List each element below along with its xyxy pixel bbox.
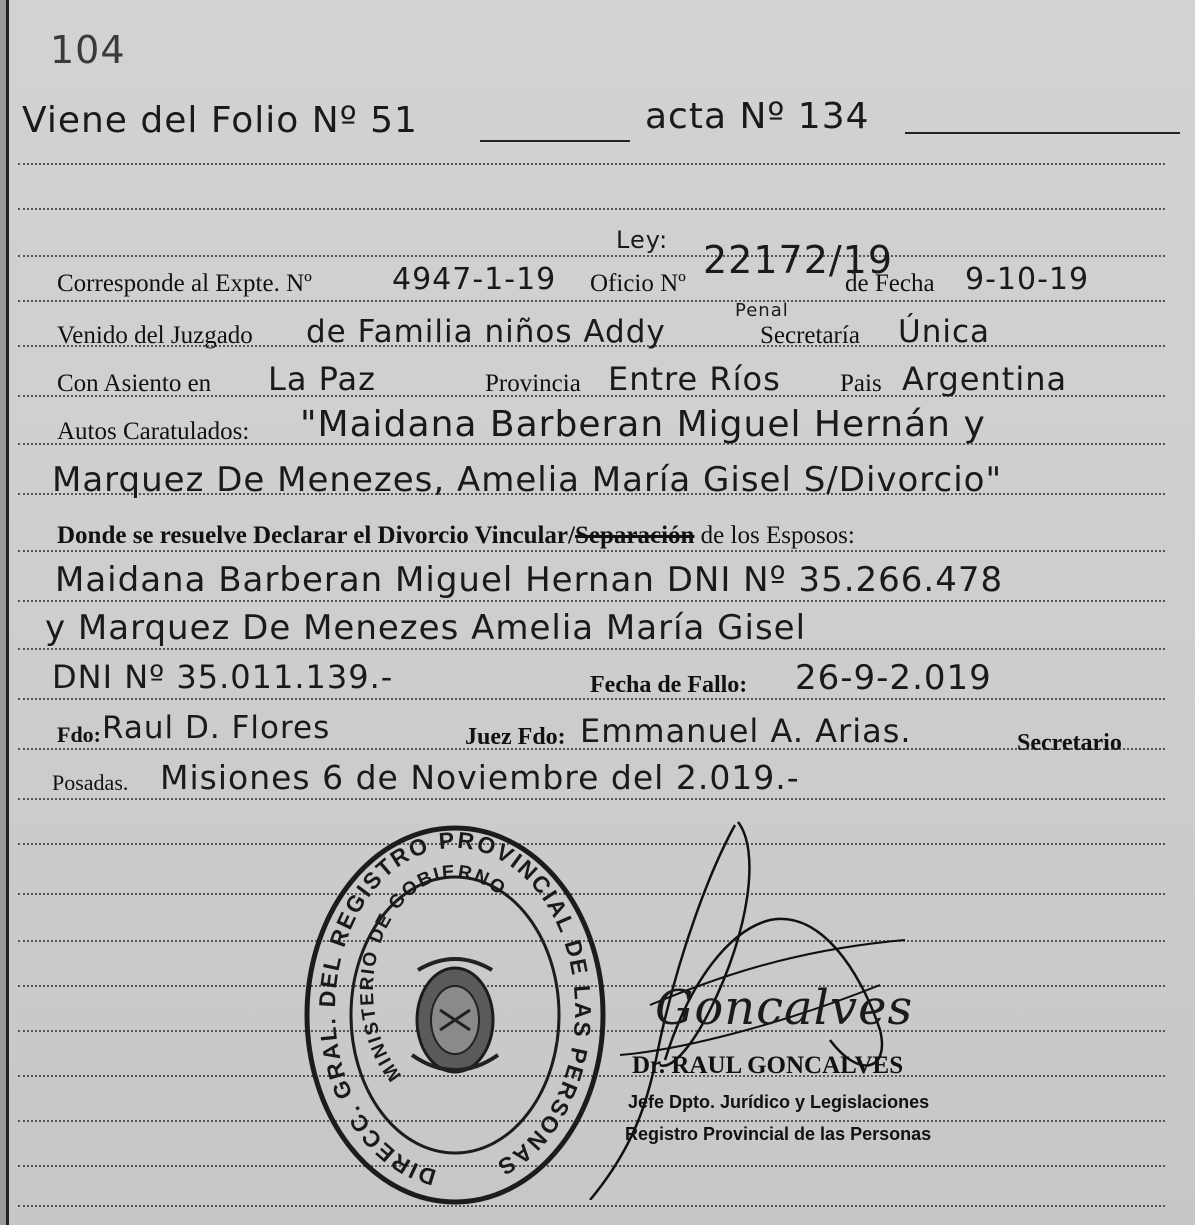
ruled-dotted-line bbox=[18, 550, 1165, 552]
juez-value: Emmanuel A. Arias. bbox=[580, 712, 912, 750]
esposos-line-2: y Marquez De Menezes Amelia María Gisel bbox=[45, 608, 807, 648]
fecha-fallo-label: Fecha de Fallo: bbox=[590, 672, 748, 698]
autos-line-1: "Maidana Barberan Miguel Hernán y bbox=[300, 404, 986, 445]
juez-label: Juez Fdo: bbox=[465, 724, 566, 750]
ruled-dotted-line bbox=[18, 600, 1165, 602]
acta-number: acta Nº 134 bbox=[645, 96, 870, 137]
signatory-title: Jefe Dpto. Jurídico y Legislaciones bbox=[628, 1092, 930, 1112]
fdo-value: Raul D. Flores bbox=[102, 710, 331, 746]
provincia-label: Provincia bbox=[485, 370, 581, 397]
oficio-label: Oficio Nº bbox=[590, 270, 686, 297]
secretaria-value: Única bbox=[898, 314, 990, 350]
donde-label bbox=[57, 522, 855, 550]
stamp-inner-text: MINISTERIO DE GOBIERNO bbox=[356, 861, 511, 1085]
fecha-value: 9-10-19 bbox=[965, 262, 1090, 297]
signatory-office: Registro Provincial de las Personas bbox=[625, 1124, 932, 1144]
viene-del-folio: Viene del Folio Nº 51 bbox=[22, 100, 418, 141]
expte-value: 4947-1-19 bbox=[392, 262, 557, 297]
underline bbox=[905, 132, 1180, 134]
ruled-dotted-line bbox=[18, 798, 1165, 800]
esposos-line-3: DNI Nº 35.011.139.- bbox=[52, 658, 394, 696]
pais-value: Argentina bbox=[902, 360, 1068, 398]
page-margin-line bbox=[6, 0, 9, 1225]
secretaria-label: Secretaría bbox=[760, 322, 860, 349]
ruled-dotted-line bbox=[18, 300, 1165, 302]
donde-label-part1: Donde se resuelve Declarar el Divorcio Vincular/ bbox=[57, 522, 575, 549]
esposos-line-1: Maidana Barberan Miguel Hernan DNI Nº 35.266.478 bbox=[55, 560, 1004, 600]
underline bbox=[480, 140, 630, 142]
signatory-name: Dr. RAUL GONCALVES bbox=[632, 1052, 904, 1079]
fecha-fallo-value: 26-9-2.019 bbox=[795, 658, 992, 698]
juzgado-value: de Familia niños Addy bbox=[306, 314, 666, 350]
fdo-label: Fdo: bbox=[57, 722, 101, 747]
separacion-struck: Separación bbox=[574, 522, 695, 549]
asiento-value: La Paz bbox=[268, 360, 376, 398]
venido-label: Venido del Juzgado bbox=[57, 322, 253, 349]
posadas-label: Posadas. bbox=[52, 770, 129, 795]
donde-label-part2: de los Esposos: bbox=[700, 522, 855, 549]
oficio-value: 22172/19 bbox=[703, 238, 894, 282]
penal-note: Penal bbox=[735, 300, 789, 321]
ruled-dotted-line bbox=[18, 648, 1165, 650]
coat-of-arms-emblem bbox=[412, 959, 498, 1072]
pais-label: Pais bbox=[840, 370, 882, 397]
ruled-dotted-line bbox=[18, 208, 1165, 210]
secretario-label: Secretario bbox=[1017, 730, 1122, 756]
stamp-outer-text: DIRECC. GRAL. DEL REGISTRO PROVINCIAL DE LAS PERSONAS bbox=[313, 826, 597, 1191]
asiento-label: Con Asiento en bbox=[57, 370, 212, 397]
corresponde-label: Corresponde al Expte. Nº bbox=[57, 270, 312, 297]
ruled-dotted-line bbox=[18, 163, 1165, 165]
signature-handwriting: Goncalves bbox=[655, 980, 914, 1036]
posadas-value: Misiones 6 de Noviembre del 2.019.- bbox=[160, 758, 800, 797]
de-fecha-label: de Fecha bbox=[845, 270, 935, 297]
autos-line-2: Marquez De Menezes, Amelia María Gisel S/Divorcio" bbox=[52, 460, 1003, 500]
provincia-value: Entre Ríos bbox=[608, 360, 781, 398]
ruled-dotted-line bbox=[18, 255, 1165, 257]
ley-note: Ley: bbox=[616, 226, 669, 254]
folio-number: 104 bbox=[50, 28, 126, 72]
autos-label: Autos Caratulados: bbox=[57, 418, 250, 445]
